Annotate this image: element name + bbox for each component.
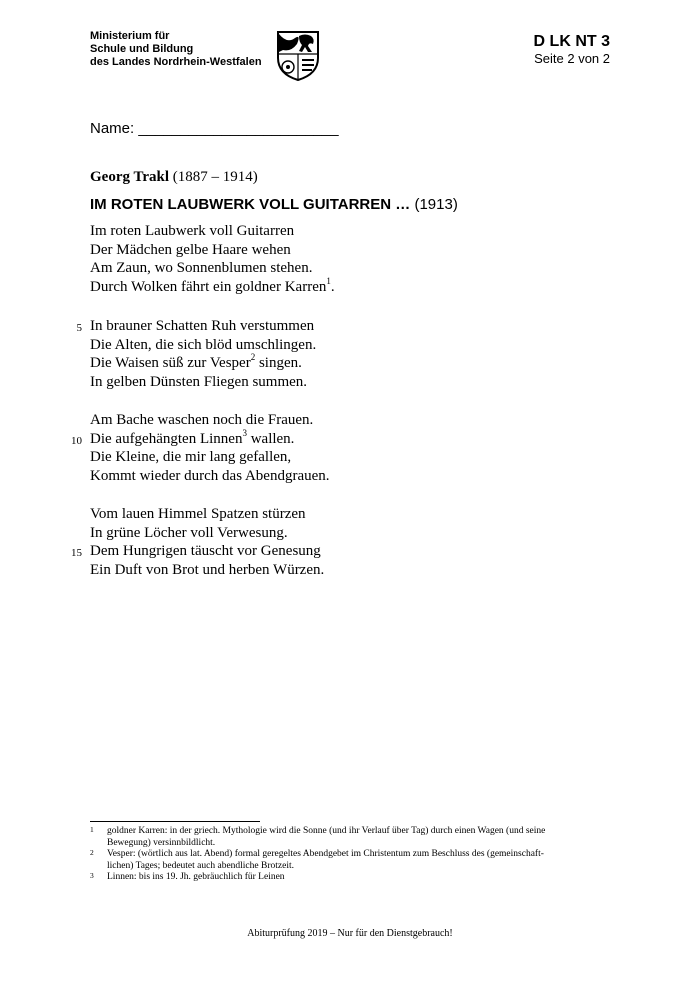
verse-line: Kommt wieder durch das Abendgrauen. [90,468,330,485]
ministry-line: Ministerium für [90,30,170,42]
document-code-block [534,33,610,66]
verse-line: Im roten Laubwerk voll Guitarren [90,223,295,239]
author-years: (1887 – 1914) [172,169,258,185]
line-number: 5 [76,322,82,334]
line-number: 10 [71,434,82,447]
author-line [90,169,258,186]
verse-line: Die Kleine, die mir lang gefallen, [90,449,292,466]
footnote-ref: 2 [250,352,256,363]
page-footer: Abiturprüfung 2019 – Nur für den Dienstgebrauch! [247,928,453,939]
footnote: 1 goldner Karren: in der griech. Mythologie wird die Sonne (und ihr Verlauf über Tag) durch einen Wagen (und seine Bewegung) versinnbildlicht. [90,825,546,848]
verse-line: Am Zaun, wo Sonnenblumen stehen. [90,260,313,277]
poem-title: IM ROTEN LAUBWERK VOLL GUITARREN … [90,196,411,213]
document-code: D LK NT 3 [533,33,610,50]
verse-line: Durch Wolken fährt ein goldner Karren$^1$. [90,276,335,296]
footnote-number: 3 [90,871,94,880]
ministry-name [90,30,262,69]
verse-line: Der Mädchen gelbe Haare wehen [90,241,291,258]
verse-line: In grüne Löcher voll Verwesung. [90,524,288,541]
ministry-line: Schule und Bildung [90,43,194,55]
name-field [90,120,339,137]
stanza [90,222,335,297]
poem-title-line [90,196,458,213]
verse-line: 5 In brauner Schatten Ruh verstummen [90,317,316,336]
footnote-divider [90,821,260,822]
author-name: Georg Trakl [90,169,170,185]
footnote-number: 2 [90,848,94,857]
page-info: Seite 2 von 2 [534,51,610,66]
verse-line: 15 Dem Hungrigen täuscht vor Genesung [90,542,324,561]
stanza [71,505,325,580]
verse-line: 10 Die aufgehängten Linnen$^3$ wallen. [90,430,330,449]
nrw-coat-of-arms-icon [275,30,321,82]
footnote-ref: 1 [326,276,331,287]
ministry-line: des Landes Nordrhein-Westfalen [90,56,262,68]
verse-line: Ein Duft von Brot und herben Würzen. [90,562,325,579]
verse-line: Vom lauen Himmel Spatzen stürzen [90,506,306,522]
footnotes [90,826,610,884]
verse-line: Am Bache waschen noch die Frauen. [90,412,314,428]
verse-line: Die Waisen süß zur Vesper$^2$ singen. [90,352,302,372]
verse-line: In gelben Dünsten Fliegen summen. [90,374,308,391]
name-blank-line: ________________________ [138,120,339,137]
verse-line: Die Alten, die sich blöd umschlingen. [90,336,317,353]
stanza [71,411,330,486]
line-number: 15 [71,547,82,560]
poem-year: (1913) [414,196,458,213]
stanza [76,317,317,392]
footnote: 2 Vesper: (wörtlich aus lat. Abend) formal geregeltes Abendgebet im Christentum zum Beschluss des (gemeinschaft- lichen) Tages; bedeutet auch abendliche Brotzeit. [90,848,544,871]
footnote-number: 1 [90,825,94,834]
footnote: 3 Linnen: bis ins 19. Jh. gebräuchlich für Leinen [90,871,285,882]
footnote-ref: 3 [242,427,247,438]
name-label: Name: [90,120,135,137]
